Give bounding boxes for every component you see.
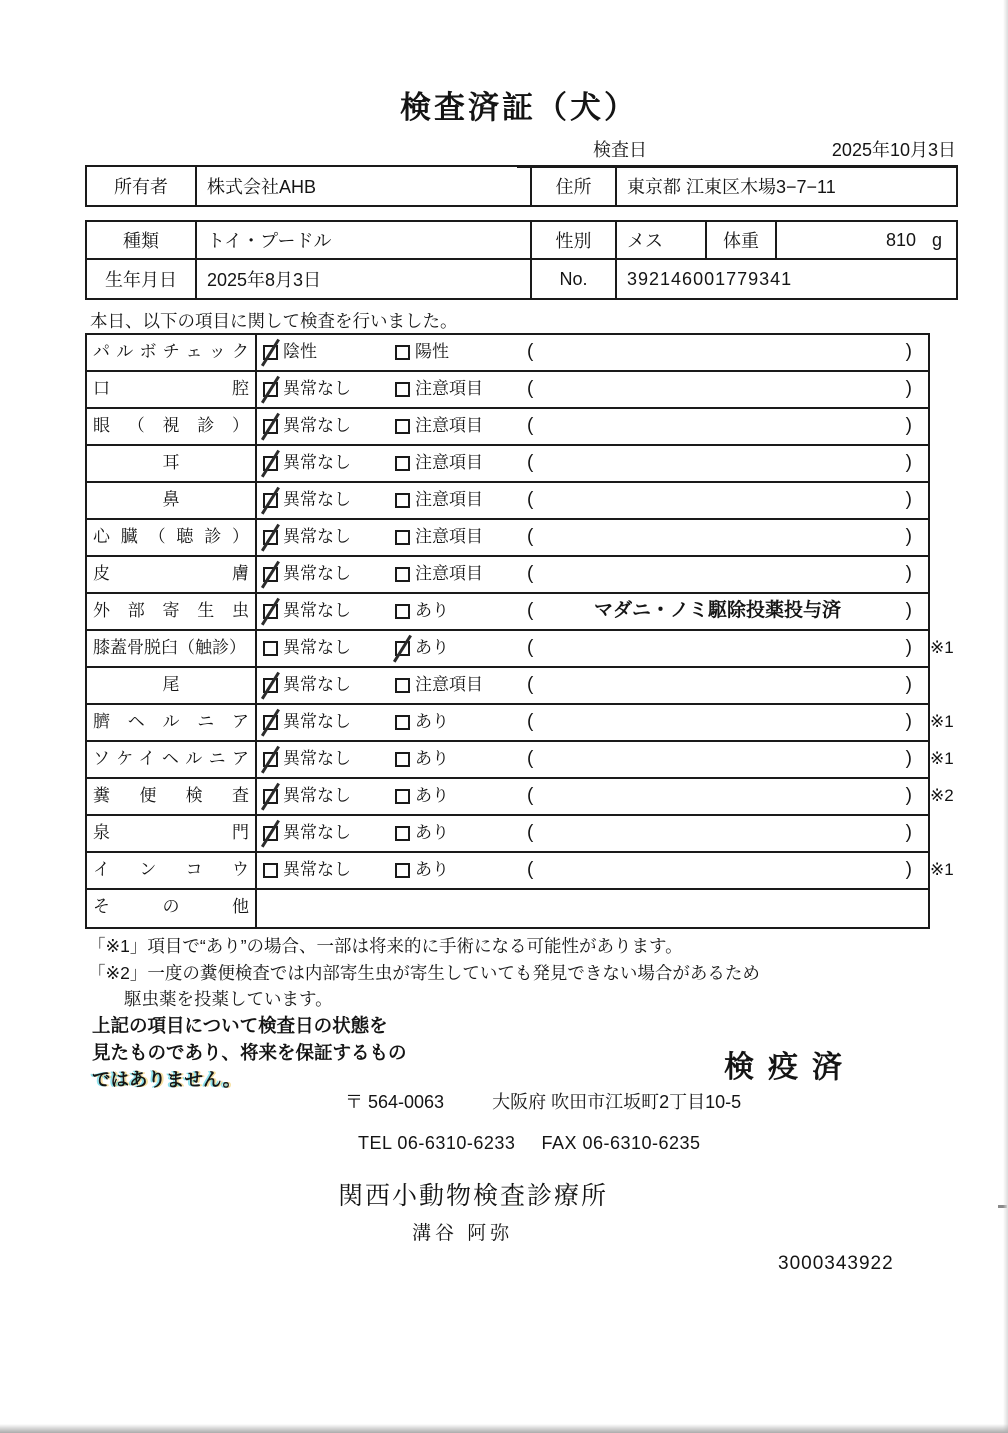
footnote-mark: ※1 [930, 749, 954, 768]
scan-edge-right [1003, 0, 1008, 1433]
scan-edge-bottom [0, 1424, 1008, 1433]
paren-open: ( [527, 452, 534, 473]
paren-close: ) [905, 859, 912, 880]
check-mark [261, 598, 280, 626]
inspection-item-label: 心臓（聴診） [87, 520, 257, 555]
disclaimer-line1: 上記の項目について検査日の状態を [92, 1015, 388, 1036]
inspection-row-patella [87, 631, 954, 668]
sex-label: 性別 [532, 222, 617, 258]
row-note: マダニ・ノミ駆除投薬投与済 [593, 600, 841, 621]
checkbox-caution [395, 493, 410, 508]
inspection-row-tail [87, 668, 928, 705]
birthdate-value: 2025年8月3日 [197, 260, 532, 298]
footnote-2-line2: 駆虫薬を投薬しています。 [124, 989, 333, 1009]
checkbox-normal [263, 567, 278, 582]
no-label: No. [532, 260, 617, 298]
paren-open: ( [527, 785, 534, 806]
inspection-item-label: インコウ [87, 853, 257, 888]
checkbox-normal [263, 789, 278, 804]
clinic-address-row [345, 1088, 741, 1114]
checkbox-normal [263, 863, 278, 878]
inspection-row-eyes [87, 409, 928, 446]
checkbox-normal [263, 530, 278, 545]
checkbox-caution [395, 678, 410, 693]
paren-close: ) [905, 489, 912, 510]
paren-close: ) [905, 822, 912, 843]
check-mark [261, 376, 280, 404]
postal-code: 〒 564-0063 [345, 1092, 445, 1112]
address-label: 住所 [532, 167, 617, 205]
checkbox-present [395, 715, 410, 730]
option1-label: 異常なし [283, 379, 351, 398]
sex-value: メス [617, 222, 707, 258]
inspection-item-label: 口腔 [87, 372, 257, 407]
checkbox-caution [395, 530, 410, 545]
option1-label: 異常なし [283, 490, 351, 509]
weight-value-cell [777, 222, 956, 258]
inspection-row-nose [87, 483, 928, 520]
address-value: 東京都 江東区木場3−7−11 [627, 177, 836, 197]
inspection-options [257, 668, 928, 703]
paren-close: ) [905, 452, 912, 473]
paren-close: ) [905, 378, 912, 399]
option1-label: 異常なし [283, 564, 351, 583]
inspection-row-other [87, 890, 928, 927]
inspection-item-label: 臍ヘルニア [87, 705, 257, 740]
paren-close: ) [905, 341, 912, 362]
check-mark [261, 709, 280, 737]
inspection-item-label: 鼻 [87, 483, 257, 518]
inspection-options [257, 705, 928, 740]
no-value: 392146001779341 [627, 268, 793, 289]
option1-label: 異常なし [283, 527, 351, 546]
paren-close: ) [905, 526, 912, 547]
paren-open: ( [527, 600, 534, 621]
checkbox-normal [263, 382, 278, 397]
paren-open: ( [527, 341, 534, 362]
checkbox-normal [263, 456, 278, 471]
fax-number: FAX 06-6310-6235 [541, 1133, 701, 1153]
inspection-item-label: ソケイヘルニア [87, 742, 257, 777]
check-mark [261, 783, 280, 811]
checkbox-normal [263, 752, 278, 767]
checkbox-normal [263, 493, 278, 508]
option2-label: あり [415, 860, 449, 879]
option1-label: 異常なし [283, 712, 351, 731]
option1-label: 異常なし [283, 675, 351, 694]
clinic-address: 大阪府 吹田市江坂町2丁目10-5 [492, 1092, 742, 1112]
inspection-table [85, 333, 954, 929]
option2-label: 注意項目 [415, 564, 483, 583]
inspection-options [257, 483, 928, 518]
breed-row [87, 222, 956, 260]
option2-label: 注意項目 [415, 490, 483, 509]
option1-label: 異常なし [283, 786, 351, 805]
owner-value: 株式会社AHB [197, 167, 532, 205]
footnote-mark: ※1 [930, 860, 954, 879]
paren-close: ) [905, 711, 912, 732]
check-mark [261, 413, 280, 441]
inspection-options [257, 520, 928, 555]
inspection-row-mouth [87, 372, 928, 409]
inspection-options [257, 779, 928, 814]
paren-close: ) [905, 415, 912, 436]
inspection-options [257, 446, 928, 481]
checkbox-caution [395, 419, 410, 434]
birth-row [87, 260, 956, 298]
inspection-item-label: 皮膚 [87, 557, 257, 592]
option1-label: 陰性 [283, 342, 317, 361]
tel-number: TEL 06-6310-6233 [358, 1133, 516, 1153]
tel-fax-row [358, 1133, 701, 1154]
inspection-row-inguinal-hernia [87, 742, 954, 779]
footnote-mark: ※2 [930, 786, 954, 805]
inspection-item-label: 膝蓋骨脱臼（触診） [87, 631, 257, 666]
inspection-date-label: 検査日 [593, 140, 647, 160]
inspection-options [257, 853, 928, 888]
checkbox-present [395, 604, 410, 619]
clinic-name: 関西小動物検査診療所 [338, 1182, 609, 1210]
inspection-row-umbilical-hernia [87, 705, 954, 742]
checkbox-present [395, 789, 410, 804]
option2-label: 陽性 [415, 342, 449, 361]
checkbox-caution [395, 382, 410, 397]
checkbox-positive [395, 345, 410, 360]
paren-open: ( [527, 822, 534, 843]
document-code: 3000343922 [778, 1253, 894, 1274]
option2-label: あり [415, 786, 449, 805]
checkbox-normal [263, 826, 278, 841]
inspection-options [257, 594, 928, 629]
inspection-row-inkou [87, 853, 954, 890]
inspection-item-label: パルボチェック [87, 335, 257, 370]
birthdate-label: 生年月日 [87, 260, 197, 298]
paren-close: ) [905, 785, 912, 806]
inspection-date-value: 2025年10月3日 [831, 140, 956, 160]
inspection-options [257, 409, 928, 444]
option2-label: あり [415, 823, 449, 842]
inspection-options [257, 557, 928, 592]
inspection-row-ears [87, 446, 928, 483]
breed-label: 種類 [87, 222, 197, 258]
weight-unit: g [931, 229, 942, 250]
paren-open: ( [527, 526, 534, 547]
check-mark [261, 561, 280, 589]
check-mark [261, 820, 280, 848]
checkbox-caution [395, 456, 410, 471]
check-mark [393, 635, 412, 663]
quarantine-stamp: 検疫済 [724, 1051, 856, 1084]
option2-label: 注意項目 [415, 527, 483, 546]
weight-value: 810 [885, 229, 916, 250]
paren-open: ( [527, 859, 534, 880]
checkbox-present [395, 641, 410, 656]
paren-close: ) [905, 637, 912, 658]
paren-open: ( [527, 748, 534, 769]
paren-close: ) [905, 563, 912, 584]
inspection-item-label: その他 [87, 890, 257, 927]
owner-row [87, 167, 956, 205]
footnote-1: 「※1」項目で“あり”の場合、一部は将来的に手術になる可能性があります。 [88, 936, 683, 956]
check-mark [261, 487, 280, 515]
checkbox-present [395, 826, 410, 841]
option1-label: 異常なし [283, 823, 351, 842]
inspection-row-parvo [87, 335, 928, 372]
paren-open: ( [527, 415, 534, 436]
disclaimer-line3: ではありません。 [92, 1069, 242, 1090]
page-title: 検査済証（犬） [400, 90, 638, 125]
checkbox-normal [263, 604, 278, 619]
paren-open: ( [527, 378, 534, 399]
option1-label: 異常なし [283, 416, 351, 435]
option2-label: 注意項目 [415, 453, 483, 472]
inspection-item-label: 糞便検査 [87, 779, 257, 814]
breed-value: トイ・プードル [197, 222, 532, 258]
checkbox-normal [263, 641, 278, 656]
checkbox-normal [263, 419, 278, 434]
inspection-row-skin [87, 557, 928, 594]
paren-open: ( [527, 489, 534, 510]
examiner-name: 溝谷 阿弥 [412, 1223, 514, 1244]
option2-label: あり [415, 638, 449, 657]
paren-close: ) [905, 600, 912, 621]
inspection-item-label: 外部寄生虫 [87, 594, 257, 629]
checkbox-present [395, 752, 410, 767]
paren-open: ( [527, 637, 534, 658]
option2-label: あり [415, 601, 449, 620]
weight-label: 体重 [707, 222, 777, 258]
checkbox-normal [263, 678, 278, 693]
inspection-options [257, 372, 928, 407]
check-mark [261, 524, 280, 552]
option2-label: あり [415, 712, 449, 731]
inspection-date-row [517, 134, 958, 168]
footnote-mark: ※1 [930, 638, 954, 657]
intro-text: 本日、以下の項目に関して検査を行いました。 [90, 311, 458, 331]
inspection-options [257, 742, 928, 777]
check-mark [261, 746, 280, 774]
paren-open: ( [527, 674, 534, 695]
animal-table [85, 220, 958, 300]
inspection-item-label: 耳 [87, 446, 257, 481]
checkbox-negative [263, 345, 278, 360]
option2-label: 注意項目 [415, 379, 483, 398]
checkbox-normal [263, 715, 278, 730]
option2-label: 注意項目 [415, 675, 483, 694]
inspection-options [257, 816, 928, 851]
paren-open: ( [527, 711, 534, 732]
option2-label: あり [415, 749, 449, 768]
option1-label: 異常なし [283, 638, 351, 657]
owner-label: 所有者 [87, 167, 197, 205]
check-mark [261, 339, 280, 367]
inspection-row-fontanelle [87, 816, 928, 853]
check-mark [261, 672, 280, 700]
option1-label: 異常なし [283, 860, 351, 879]
footnote-2-line1: 「※2」一度の糞便検査では内部寄生虫が寄生していても発見できない場合があるため [88, 963, 760, 983]
option1-label: 異常なし [283, 601, 351, 620]
inspection-options [257, 335, 928, 370]
option2-label: 注意項目 [415, 416, 483, 435]
inspection-options [257, 631, 928, 666]
disclaimer-line2: 見たものであり、将来を保証するもの [92, 1042, 407, 1063]
inspection-options-empty [257, 890, 928, 927]
option1-label: 異常なし [283, 749, 351, 768]
inspection-row-heart [87, 520, 928, 557]
footnote-mark: ※1 [930, 712, 954, 731]
paren-close: ) [905, 674, 912, 695]
inspection-row-fecal-exam [87, 779, 954, 816]
paren-close: ) [905, 748, 912, 769]
owner-table [85, 165, 958, 207]
inspection-item-label: 尾 [87, 668, 257, 703]
paren-open: ( [527, 563, 534, 584]
inspection-item-label: 泉門 [87, 816, 257, 851]
inspection-row-external-parasites [87, 594, 928, 631]
option1-label: 異常なし [283, 453, 351, 472]
checkbox-present [395, 863, 410, 878]
checkbox-caution [395, 567, 410, 582]
check-mark [261, 450, 280, 478]
inspection-item-label: 眼（視診） [87, 409, 257, 444]
